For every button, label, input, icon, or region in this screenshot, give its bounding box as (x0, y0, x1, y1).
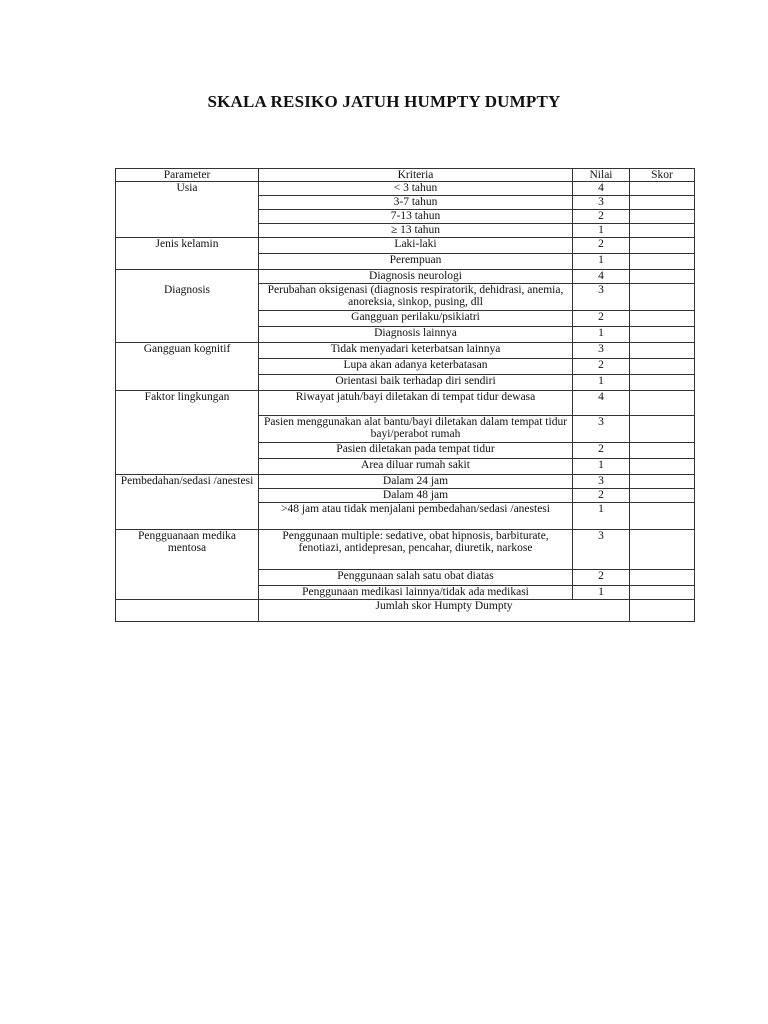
kriteria-cell: ≥ 13 tahun (259, 224, 573, 238)
skor-cell[interactable] (630, 459, 695, 475)
nilai-cell: 3 (573, 416, 630, 443)
skor-cell[interactable] (630, 375, 695, 391)
table-row (116, 475, 695, 489)
nilai-cell: 2 (573, 311, 630, 327)
skor-cell[interactable] (630, 327, 695, 343)
nilai-cell: 1 (573, 503, 630, 530)
skor-cell[interactable] (630, 391, 695, 416)
param-faktor-lingkungan: Faktor lingkungan (116, 391, 259, 475)
kriteria-cell: < 3 tahun (259, 182, 573, 196)
kriteria-cell: Riwayat jatuh/bayi diletakan di tempat tidur dewasa (259, 391, 573, 416)
header-nilai: Nilai (573, 169, 630, 182)
header-skor: Skor (630, 169, 695, 182)
kriteria-cell: Tidak menyadari keterbatsan lainnya (259, 343, 573, 359)
kriteria-cell: Dalam 48 jam (259, 489, 573, 503)
skor-cell[interactable] (630, 416, 695, 443)
kriteria-cell: Perempuan (259, 254, 573, 270)
param-jenis-kelamin: Jenis kelamin (116, 238, 259, 270)
nilai-cell: 1 (573, 254, 630, 270)
kriteria-cell: 7-13 tahun (259, 210, 573, 224)
nilai-cell: 1 (573, 224, 630, 238)
skor-cell[interactable] (630, 475, 695, 489)
kriteria-cell: Lupa akan adanya keterbatasan (259, 359, 573, 375)
kriteria-cell: Dalam 24 jam (259, 475, 573, 489)
skor-cell[interactable] (630, 196, 695, 210)
skor-cell[interactable] (630, 311, 695, 327)
kriteria-cell: Diagnosis lainnya (259, 327, 573, 343)
table-row (116, 343, 695, 359)
total-row (116, 600, 695, 622)
skor-cell[interactable] (630, 586, 695, 600)
skor-cell[interactable] (630, 343, 695, 359)
document-title: SKALA RESIKO JATUH HUMPTY DUMPTY (207, 92, 561, 111)
nilai-cell: 4 (573, 391, 630, 416)
skor-cell[interactable] (630, 224, 695, 238)
param-diagnosis: Diagnosis (116, 270, 259, 343)
kriteria-cell: Gangguan perilaku/psikiatri (259, 311, 573, 327)
nilai-cell: 2 (573, 359, 630, 375)
nilai-cell: 3 (573, 475, 630, 489)
kriteria-cell: Diagnosis neurologi (259, 270, 573, 284)
skor-cell[interactable] (630, 254, 695, 270)
nilai-cell: 3 (573, 284, 630, 311)
kriteria-cell: Pasien diletakan pada tempat tidur (259, 443, 573, 459)
humpty-dumpty-table (115, 168, 695, 622)
table-row (116, 270, 695, 284)
nilai-cell: 2 (573, 238, 630, 254)
total-skor-cell[interactable] (630, 600, 695, 622)
skor-cell[interactable] (630, 270, 695, 284)
table-row (116, 182, 695, 196)
skor-cell[interactable] (630, 530, 695, 570)
nilai-cell: 3 (573, 530, 630, 570)
kriteria-cell: Pasien menggunakan alat bantu/bayi diletakan dalam tempat tidur bayi/perabot rumah (259, 416, 573, 443)
kriteria-cell: >48 jam atau tidak menjalani pembedahan/sedasi /anestesi (259, 503, 573, 530)
nilai-cell: 4 (573, 182, 630, 196)
kriteria-cell: Penggunaan salah satu obat diatas (259, 570, 573, 586)
kriteria-cell: Orientasi baik terhadap diri sendiri (259, 375, 573, 391)
skor-cell[interactable] (630, 359, 695, 375)
param-pembedahan: Pembedahan/sedasi /anestesi (116, 475, 259, 530)
kriteria-cell: Perubahan oksigenasi (diagnosis respiratorik, dehidrasi, anemia, anoreksia, sinkop, pusing, dll (259, 284, 573, 311)
nilai-cell: 1 (573, 459, 630, 475)
nilai-cell: 2 (573, 210, 630, 224)
nilai-cell: 1 (573, 375, 630, 391)
total-empty-cell (116, 600, 259, 622)
header-kriteria: Kriteria (259, 169, 573, 182)
total-label: Jumlah skor Humpty Dumpty (259, 600, 630, 622)
skor-cell[interactable] (630, 238, 695, 254)
skor-cell[interactable] (630, 182, 695, 196)
kriteria-cell: Penggunaan medikasi lainnya/tidak ada medikasi (259, 586, 573, 600)
skor-cell[interactable] (630, 570, 695, 586)
nilai-cell: 3 (573, 196, 630, 210)
nilai-cell: 2 (573, 570, 630, 586)
kriteria-cell: 3-7 tahun (259, 196, 573, 210)
param-gangguan-kognitif: Gangguan kognitif (116, 343, 259, 391)
nilai-cell: 2 (573, 489, 630, 503)
skor-cell[interactable] (630, 503, 695, 530)
param-usia: Usia (116, 182, 259, 238)
nilai-cell: 2 (573, 443, 630, 459)
table-row (116, 530, 695, 570)
kriteria-cell: Area diluar rumah sakit (259, 459, 573, 475)
nilai-cell: 4 (573, 270, 630, 284)
table-row (116, 391, 695, 416)
nilai-cell: 1 (573, 586, 630, 600)
skor-cell[interactable] (630, 284, 695, 311)
nilai-cell: 1 (573, 327, 630, 343)
header-parameter: Parameter (116, 169, 259, 182)
skor-cell[interactable] (630, 210, 695, 224)
skor-cell[interactable] (630, 489, 695, 503)
table-row (116, 238, 695, 254)
table-header-row (116, 169, 695, 182)
kriteria-cell: Laki-laki (259, 238, 573, 254)
kriteria-cell: Penggunaan multiple: sedative, obat hipnosis, barbiturate, fenotiazi, antidepresan, pencahar, diuretik, narkose (259, 530, 573, 570)
nilai-cell: 3 (573, 343, 630, 359)
param-medikamentosa: Pengguanaan medika mentosa (116, 530, 259, 600)
skor-cell[interactable] (630, 443, 695, 459)
